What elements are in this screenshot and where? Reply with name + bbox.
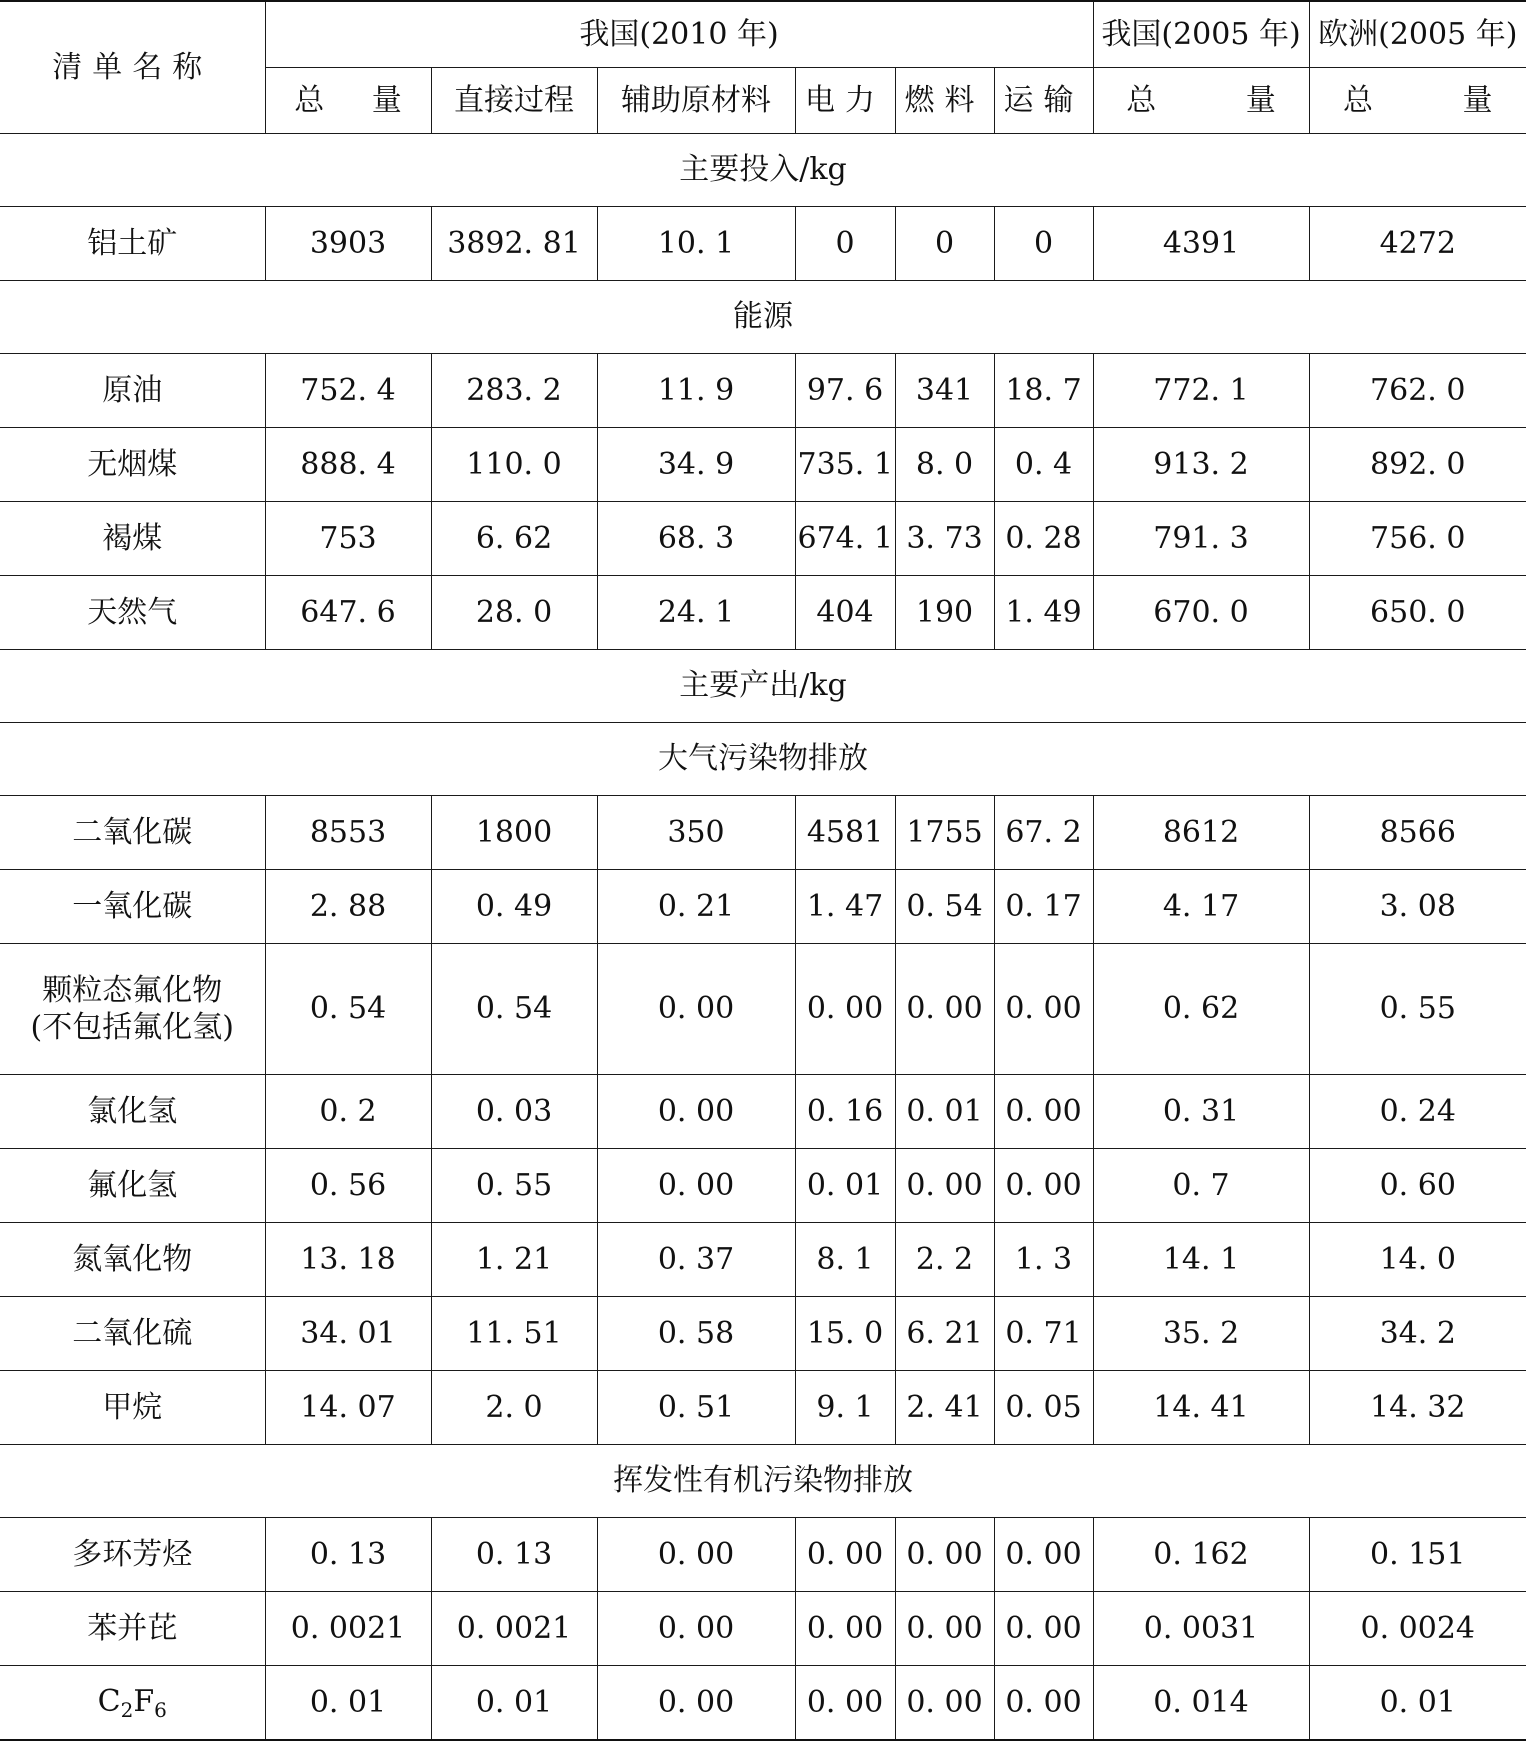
subheader-transport: 运输 bbox=[994, 68, 1093, 134]
formula-c: C bbox=[97, 1683, 121, 1719]
cell-value: 0. 00 bbox=[597, 944, 795, 1075]
row-name: 多环芳烃 bbox=[0, 1518, 265, 1592]
cell-value: 0. 28 bbox=[994, 502, 1093, 576]
cell-value: 34. 01 bbox=[265, 1297, 431, 1371]
cell-value: 753 bbox=[265, 502, 431, 576]
cell-value: 0. 54 bbox=[895, 870, 994, 944]
section-title: 主要产出/kg bbox=[0, 650, 1526, 723]
cell-value: 0. 60 bbox=[1309, 1149, 1526, 1223]
cell-value: 34. 9 bbox=[597, 428, 795, 502]
cell-value: 0. 00 bbox=[994, 1518, 1093, 1592]
cell-value: 0. 01 bbox=[895, 1075, 994, 1149]
cell-value: 0 bbox=[994, 207, 1093, 281]
cell-value: 0. 01 bbox=[1309, 1666, 1526, 1741]
cell-value: 0. 01 bbox=[431, 1666, 597, 1741]
section-row bbox=[0, 281, 1526, 354]
row-name: 氟化氢 bbox=[0, 1149, 265, 1223]
cell-value: 892. 0 bbox=[1309, 428, 1526, 502]
cell-value: 0. 01 bbox=[795, 1149, 895, 1223]
row-name: 铝土矿 bbox=[0, 207, 265, 281]
row-name: 苯并芘 bbox=[0, 1592, 265, 1666]
section-title: 大气污染物排放 bbox=[0, 723, 1526, 796]
cell-value: 68. 3 bbox=[597, 502, 795, 576]
table-row bbox=[0, 576, 1526, 650]
section-title: 挥发性有机污染物排放 bbox=[0, 1445, 1526, 1518]
cell-value: 4. 17 bbox=[1093, 870, 1309, 944]
cell-value: 0. 00 bbox=[895, 944, 994, 1075]
cell-value: 28. 0 bbox=[431, 576, 597, 650]
cell-value: 0. 13 bbox=[265, 1518, 431, 1592]
cell-value: 97. 6 bbox=[795, 354, 895, 428]
cell-value: 0. 31 bbox=[1093, 1075, 1309, 1149]
cell-value: 8. 0 bbox=[895, 428, 994, 502]
cell-value: 190 bbox=[895, 576, 994, 650]
section-row bbox=[0, 650, 1526, 723]
row-name-line-2: (不包括氟化氢) bbox=[30, 1010, 234, 1045]
cell-value: 1800 bbox=[431, 796, 597, 870]
cell-value: 0. 00 bbox=[597, 1075, 795, 1149]
cell-value: 0. 00 bbox=[597, 1518, 795, 1592]
cell-value: 647. 6 bbox=[265, 576, 431, 650]
cell-value: 0. 51 bbox=[597, 1371, 795, 1445]
cell-value: 110. 0 bbox=[431, 428, 597, 502]
table-row bbox=[0, 1223, 1526, 1297]
cell-value: 8553 bbox=[265, 796, 431, 870]
table-row bbox=[0, 1371, 1526, 1445]
cell-value: 0. 17 bbox=[994, 870, 1093, 944]
cell-value: 0. 2 bbox=[265, 1075, 431, 1149]
cell-value: 0. 00 bbox=[994, 1075, 1093, 1149]
formula-sub-6: 6 bbox=[154, 1697, 167, 1722]
cell-value: 0. 21 bbox=[597, 870, 795, 944]
table-row bbox=[0, 1297, 1526, 1371]
cell-value: 0. 4 bbox=[994, 428, 1093, 502]
cell-value: 6. 62 bbox=[431, 502, 597, 576]
cell-value: 0. 54 bbox=[265, 944, 431, 1075]
cell-value: 0. 00 bbox=[895, 1592, 994, 1666]
cell-value: 11. 9 bbox=[597, 354, 795, 428]
row-name: 褐煤 bbox=[0, 502, 265, 576]
formula-sub-2: 2 bbox=[120, 1697, 134, 1722]
subheader-total-china-2005: 总 量 bbox=[1093, 68, 1309, 134]
row-name bbox=[0, 944, 265, 1075]
cell-value: 0 bbox=[895, 207, 994, 281]
cell-value: 1. 21 bbox=[431, 1223, 597, 1297]
cell-value: 0. 13 bbox=[431, 1518, 597, 1592]
cell-value: 0 bbox=[795, 207, 895, 281]
cell-value: 0. 05 bbox=[994, 1371, 1093, 1445]
cell-value: 0. 71 bbox=[994, 1297, 1093, 1371]
cell-value: 0. 00 bbox=[597, 1592, 795, 1666]
table-row bbox=[0, 1075, 1526, 1149]
cell-value: 15. 0 bbox=[795, 1297, 895, 1371]
cell-value: 913. 2 bbox=[1093, 428, 1309, 502]
cell-value: 735. 1 bbox=[795, 428, 895, 502]
row-name bbox=[0, 1666, 265, 1741]
cell-value: 2. 0 bbox=[431, 1371, 597, 1445]
cell-value: 10. 1 bbox=[597, 207, 795, 281]
cell-value: 0. 56 bbox=[265, 1149, 431, 1223]
subheader-total-europe-2005: 总 量 bbox=[1309, 68, 1526, 134]
cell-value: 4272 bbox=[1309, 207, 1526, 281]
subheader-auxiliary-materials: 辅助原材料 bbox=[597, 68, 795, 134]
cell-value: 752. 4 bbox=[265, 354, 431, 428]
row-name: 氯化氢 bbox=[0, 1075, 265, 1149]
cell-value: 1. 47 bbox=[795, 870, 895, 944]
row-name: 二氧化碳 bbox=[0, 796, 265, 870]
name-column-header: 清单名称 bbox=[0, 1, 265, 134]
row-name: 氮氧化物 bbox=[0, 1223, 265, 1297]
table-row bbox=[0, 944, 1526, 1075]
cell-value: 0. 00 bbox=[795, 944, 895, 1075]
section-title: 主要投入/kg bbox=[0, 134, 1526, 207]
cell-value: 3892. 81 bbox=[431, 207, 597, 281]
cell-value: 762. 0 bbox=[1309, 354, 1526, 428]
cell-value: 0. 03 bbox=[431, 1075, 597, 1149]
cell-value: 0. 0031 bbox=[1093, 1592, 1309, 1666]
cell-value: 670. 0 bbox=[1093, 576, 1309, 650]
cell-value: 0. 00 bbox=[994, 1666, 1093, 1741]
table-row bbox=[0, 354, 1526, 428]
cell-value: 650. 0 bbox=[1309, 576, 1526, 650]
cell-value: 34. 2 bbox=[1309, 1297, 1526, 1371]
europe-2005-group-header: 欧洲(2005 年) bbox=[1309, 1, 1526, 68]
table-row bbox=[0, 1518, 1526, 1592]
table-row bbox=[0, 1149, 1526, 1223]
row-name: 一氧化碳 bbox=[0, 870, 265, 944]
row-name: 甲烷 bbox=[0, 1371, 265, 1445]
cell-value: 1. 49 bbox=[994, 576, 1093, 650]
cell-value: 0. 0021 bbox=[431, 1592, 597, 1666]
cell-value: 341 bbox=[895, 354, 994, 428]
cell-value: 404 bbox=[795, 576, 895, 650]
cell-value: 2. 41 bbox=[895, 1371, 994, 1445]
cell-value: 0. 00 bbox=[895, 1149, 994, 1223]
cell-value: 0. 00 bbox=[994, 944, 1093, 1075]
row-name: 原油 bbox=[0, 354, 265, 428]
section-row bbox=[0, 134, 1526, 207]
cell-value: 8. 1 bbox=[795, 1223, 895, 1297]
table-row bbox=[0, 796, 1526, 870]
subheader-electricity: 电力 bbox=[795, 68, 895, 134]
cell-value: 9. 1 bbox=[795, 1371, 895, 1445]
cell-value: 0. 58 bbox=[597, 1297, 795, 1371]
cell-value: 14. 07 bbox=[265, 1371, 431, 1445]
cell-value: 0. 0024 bbox=[1309, 1592, 1526, 1666]
table-row bbox=[0, 428, 1526, 502]
row-name: 天然气 bbox=[0, 576, 265, 650]
cell-value: 3. 08 bbox=[1309, 870, 1526, 944]
cell-value: 67. 2 bbox=[994, 796, 1093, 870]
table-row bbox=[0, 870, 1526, 944]
cell-value: 350 bbox=[597, 796, 795, 870]
cell-value: 0. 151 bbox=[1309, 1518, 1526, 1592]
row-name: 无烟煤 bbox=[0, 428, 265, 502]
cell-value: 14. 41 bbox=[1093, 1371, 1309, 1445]
cell-value: 14. 0 bbox=[1309, 1223, 1526, 1297]
table-row bbox=[0, 502, 1526, 576]
cell-value: 0. 00 bbox=[994, 1592, 1093, 1666]
cell-value: 0. 00 bbox=[795, 1592, 895, 1666]
cell-value: 2. 2 bbox=[895, 1223, 994, 1297]
subheader-direct-process: 直接过程 bbox=[431, 68, 597, 134]
cell-value: 0. 162 bbox=[1093, 1518, 1309, 1592]
cell-value: 0. 0021 bbox=[265, 1592, 431, 1666]
cell-value: 0. 00 bbox=[597, 1149, 795, 1223]
cell-value: 6. 21 bbox=[895, 1297, 994, 1371]
cell-value: 0. 62 bbox=[1093, 944, 1309, 1075]
cell-value: 0. 00 bbox=[795, 1518, 895, 1592]
cell-value: 0. 54 bbox=[431, 944, 597, 1075]
cell-value: 3903 bbox=[265, 207, 431, 281]
table-row bbox=[0, 207, 1526, 281]
cell-value: 0. 00 bbox=[597, 1666, 795, 1741]
cell-value: 14. 32 bbox=[1309, 1371, 1526, 1445]
formula-f: F bbox=[133, 1683, 155, 1719]
cell-value: 14. 1 bbox=[1093, 1223, 1309, 1297]
table-row bbox=[0, 1666, 1526, 1741]
cell-value: 1755 bbox=[895, 796, 994, 870]
cell-value: 0. 00 bbox=[895, 1666, 994, 1741]
cell-value: 8566 bbox=[1309, 796, 1526, 870]
cell-value: 0. 55 bbox=[431, 1149, 597, 1223]
cell-value: 674. 1 bbox=[795, 502, 895, 576]
row-name: 二氧化硫 bbox=[0, 1297, 265, 1371]
cell-value: 24. 1 bbox=[597, 576, 795, 650]
cell-value: 4581 bbox=[795, 796, 895, 870]
cell-value: 2. 88 bbox=[265, 870, 431, 944]
table-row bbox=[0, 1592, 1526, 1666]
cell-value: 0. 49 bbox=[431, 870, 597, 944]
cell-value: 0. 01 bbox=[265, 1666, 431, 1741]
section-row bbox=[0, 723, 1526, 796]
cell-value: 772. 1 bbox=[1093, 354, 1309, 428]
cell-value: 0. 7 bbox=[1093, 1149, 1309, 1223]
cell-value: 1. 3 bbox=[994, 1223, 1093, 1297]
cell-value: 0. 00 bbox=[895, 1518, 994, 1592]
header-row-1 bbox=[0, 1, 1526, 68]
cell-value: 3. 73 bbox=[895, 502, 994, 576]
cell-value: 0. 55 bbox=[1309, 944, 1526, 1075]
subheader-fuel: 燃料 bbox=[895, 68, 994, 134]
section-row bbox=[0, 1445, 1526, 1518]
row-name-line-1: 颗粒态氟化物 bbox=[42, 972, 223, 1008]
cell-value: 0. 16 bbox=[795, 1075, 895, 1149]
cell-value: 8612 bbox=[1093, 796, 1309, 870]
cell-value: 13. 18 bbox=[265, 1223, 431, 1297]
cell-value: 0. 014 bbox=[1093, 1666, 1309, 1741]
cell-value: 0. 00 bbox=[795, 1666, 895, 1741]
cell-value: 791. 3 bbox=[1093, 502, 1309, 576]
cell-value: 11. 51 bbox=[431, 1297, 597, 1371]
section-title: 能源 bbox=[0, 281, 1526, 354]
cell-value: 35. 2 bbox=[1093, 1297, 1309, 1371]
cell-value: 283. 2 bbox=[431, 354, 597, 428]
cell-value: 756. 0 bbox=[1309, 502, 1526, 576]
cell-value: 18. 7 bbox=[994, 354, 1093, 428]
cell-value: 0. 37 bbox=[597, 1223, 795, 1297]
subheader-total: 总 量 bbox=[265, 68, 431, 134]
cell-value: 4391 bbox=[1093, 207, 1309, 281]
china-2005-group-header: 我国(2005 年) bbox=[1093, 1, 1309, 68]
cell-value: 888. 4 bbox=[265, 428, 431, 502]
cell-value: 0. 00 bbox=[994, 1149, 1093, 1223]
cell-value: 0. 24 bbox=[1309, 1075, 1526, 1149]
china-2010-group-header: 我国(2010 年) bbox=[265, 1, 1093, 68]
